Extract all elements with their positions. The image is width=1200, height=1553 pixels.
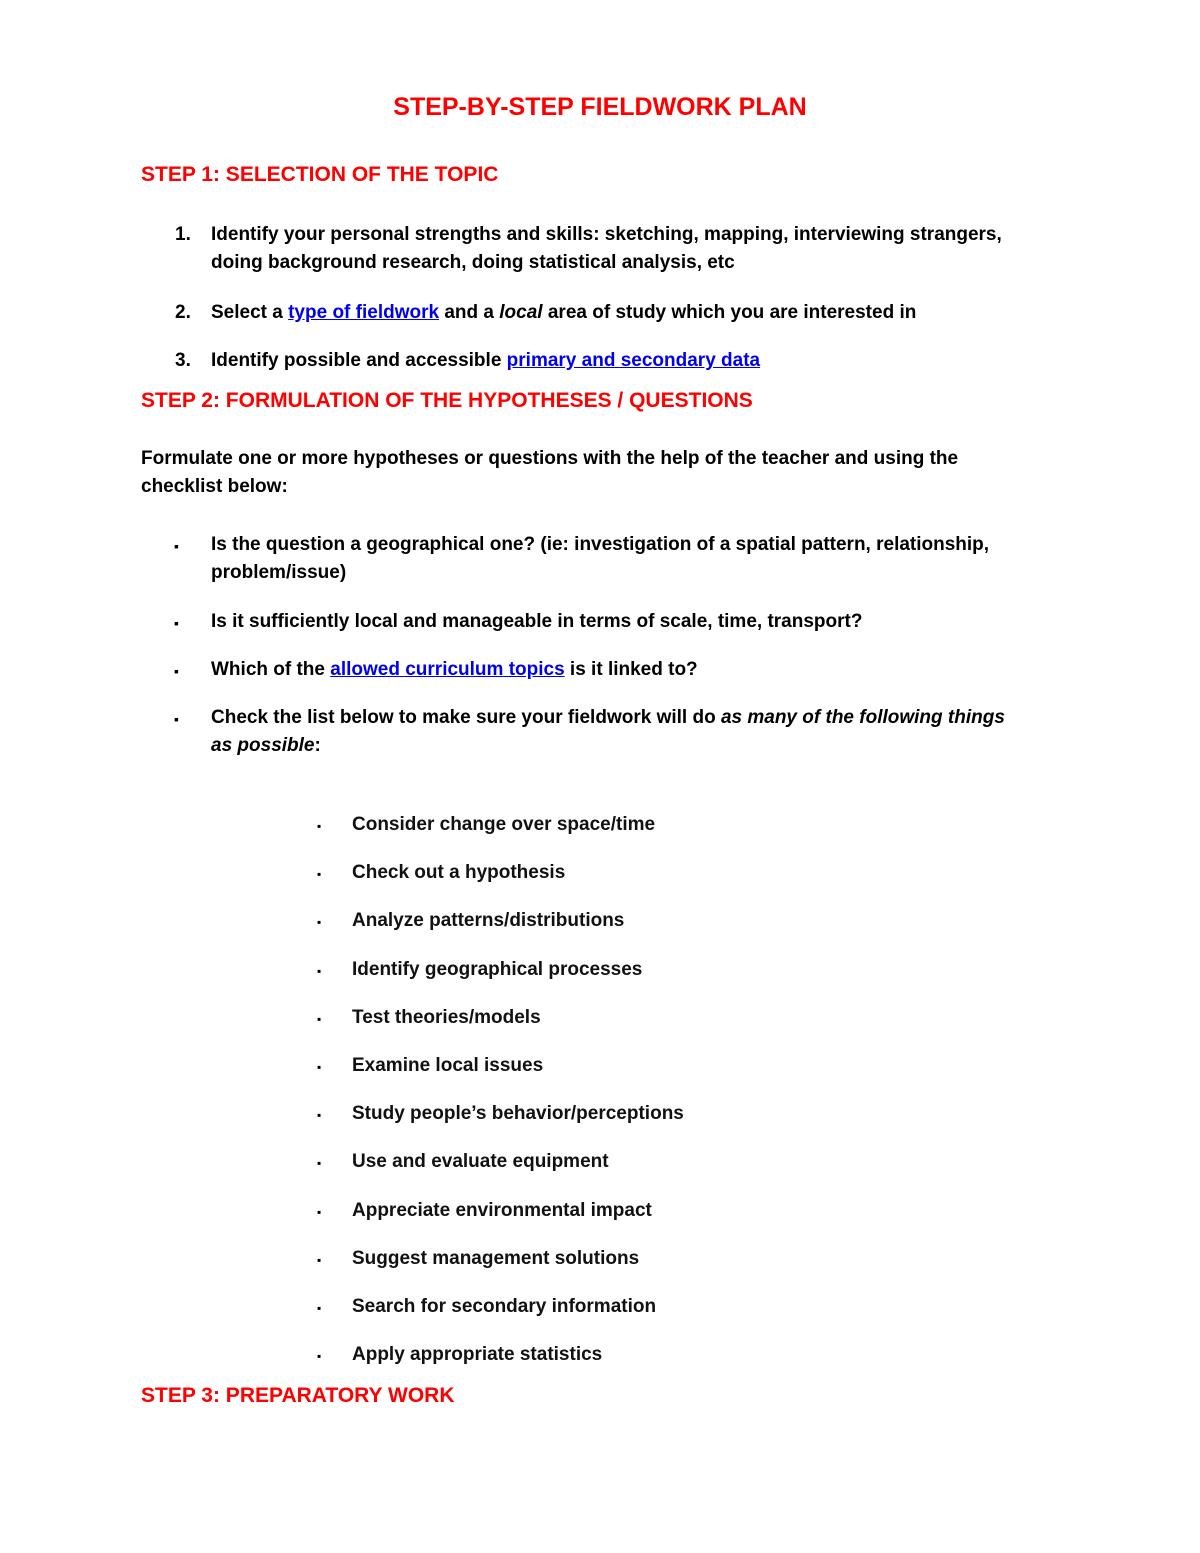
bullet-icon: ▪ — [174, 615, 179, 631]
step1-heading: STEP 1: SELECTION OF THE TOPIC — [141, 163, 499, 186]
checklist-item: Apply appropriate statistics — [352, 1344, 603, 1365]
square-bullet-icon: ▪ — [317, 1156, 322, 1170]
step1-item3-number: 3. — [175, 350, 191, 371]
step1-item1-line2: doing background research, doing statistical analysis, etc — [211, 252, 735, 273]
square-bullet-icon: ▪ — [317, 915, 322, 929]
square-bullet-icon: ▪ — [317, 1012, 322, 1026]
step2-bullet1-line2: problem/issue) — [211, 562, 347, 583]
step2-intro-line2: checklist below: — [141, 476, 288, 497]
step2-bullet4-line1: Check the list below to make sure your fieldwork will do as many of the following things — [211, 707, 1005, 728]
step1-item2-number: 2. — [175, 302, 191, 323]
checklist-item: Study people’s behavior/perceptions — [352, 1103, 684, 1124]
primary-secondary-data-link[interactable]: primary and secondary data — [506, 350, 761, 371]
checklist-item: Identify geographical processes — [352, 959, 643, 980]
checklist-item: Examine local issues — [352, 1055, 544, 1076]
square-bullet-icon: ▪ — [317, 867, 322, 881]
square-bullet-icon: ▪ — [317, 1060, 322, 1074]
step1-item3: Identify possible and accessible primary and secondary data — [211, 350, 761, 371]
step2-bullet2: Is it sufficiently local and manageable in terms of scale, time, transport? — [211, 611, 863, 632]
allowed-curriculum-topics-link[interactable]: allowed curriculum topics — [330, 659, 565, 680]
step3-heading: STEP 3: PREPARATORY WORK — [141, 1384, 455, 1407]
step2-intro-line1: Formulate one or more hypotheses or questions with the help of the teacher and using the — [141, 448, 959, 469]
bullet-icon: ▪ — [174, 711, 179, 727]
checklist-item: Check out a hypothesis — [352, 862, 566, 883]
square-bullet-icon: ▪ — [317, 1205, 322, 1219]
step1-item1-number: 1. — [175, 224, 191, 245]
checklist-item: Consider change over space/time — [352, 814, 656, 835]
bullet-icon: ▪ — [174, 538, 179, 554]
checklist-item: Suggest management solutions — [352, 1248, 640, 1269]
type-of-fieldwork-link[interactable]: type of fieldwork — [288, 302, 440, 323]
square-bullet-icon: ▪ — [317, 1108, 322, 1122]
checklist-item: Search for secondary information — [352, 1296, 657, 1317]
step2-bullet3: Which of the allowed curriculum topics is it linked to? — [211, 659, 698, 680]
square-bullet-icon: ▪ — [317, 1301, 322, 1315]
bullet-icon: ▪ — [174, 663, 179, 679]
step2-bullet1-line1: Is the question a geographical one? (ie: investigation of a spatial pattern, relationship, — [211, 534, 990, 555]
step1-item2: Select a type of fieldwork and a local area of study which you are interested in — [211, 302, 917, 323]
checklist-item: Test theories/models — [352, 1007, 541, 1028]
step2-heading: STEP 2: FORMULATION OF THE HYPOTHESES / QUESTIONS — [141, 389, 753, 412]
step2-bullet4-line2: as possible: — [211, 735, 321, 756]
checklist-item: Use and evaluate equipment — [352, 1151, 609, 1172]
step1-item1-line1: Identify your personal strengths and skills: sketching, mapping, interviewing strangers, — [211, 224, 1002, 245]
checklist-item: Appreciate environmental impact — [352, 1200, 652, 1221]
square-bullet-icon: ▪ — [317, 1349, 322, 1363]
square-bullet-icon: ▪ — [317, 1253, 322, 1267]
square-bullet-icon: ▪ — [317, 964, 322, 978]
checklist-item: Analyze patterns/distributions — [352, 910, 625, 931]
square-bullet-icon: ▪ — [317, 819, 322, 833]
document-title: STEP-BY-STEP FIELDWORK PLAN — [393, 93, 807, 121]
